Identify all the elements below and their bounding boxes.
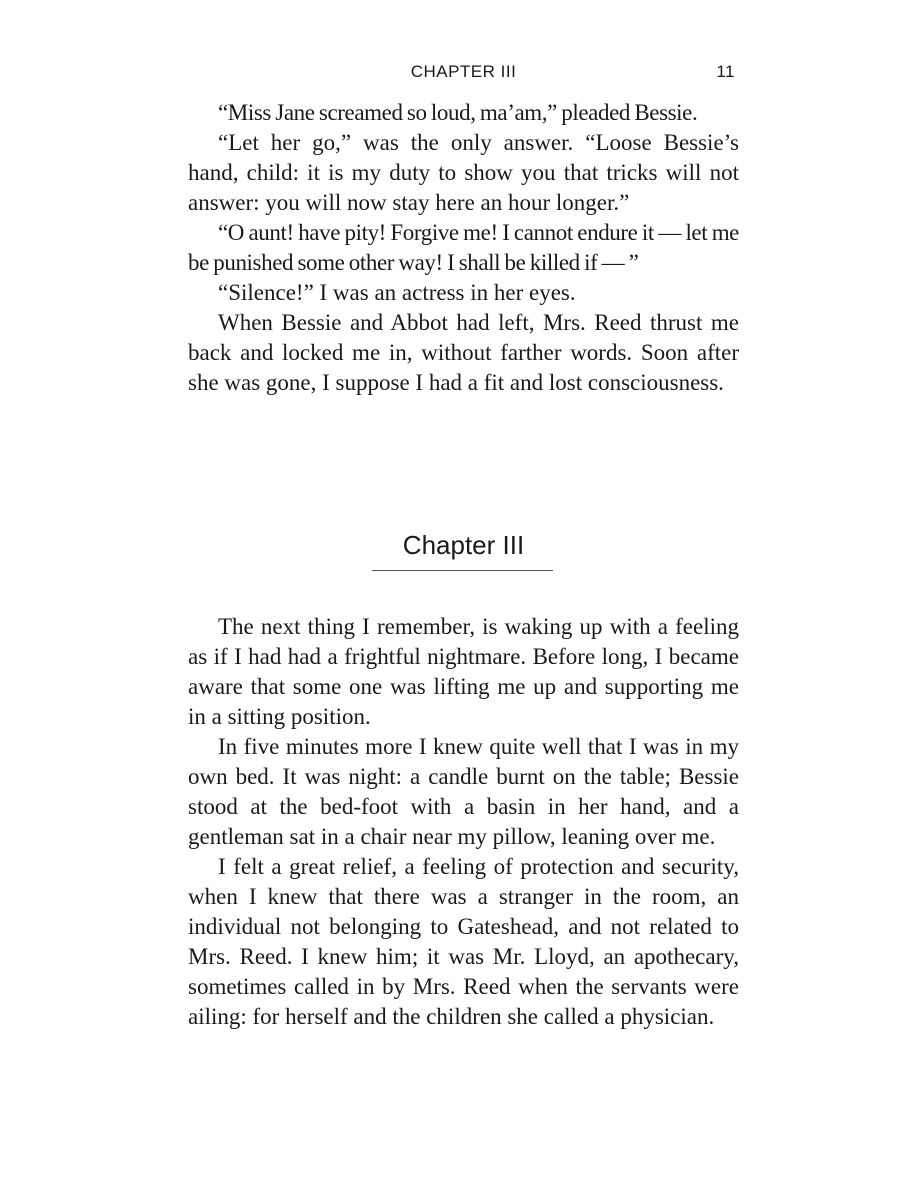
paragraph: “Miss Jane screamed so loud, ma’am,” pleaded Bessie.	[218, 100, 698, 125]
page-number: 11	[716, 62, 735, 81]
paragraph: “Let her go,” was the only answer. “Loose Bessie’s hand, child: it is my duty to show you that tricks will not answer: you will now stay here an hour longer.”	[188, 130, 739, 215]
paragraph: In five minutes more I knew quite well that I was in my own bed. It was night: a candle burnt on the table; Bessie stood at the bed-foot with a basin in her hand, and a gentleman sat in a chair near my pillow, leaning over me.	[188, 734, 739, 849]
running-head	[188, 62, 739, 88]
paragraph: The next thing I remember, is waking up with a feeling as if I had had a frightful nightmare. Before long, I became aware that some one was lifting me up and supporting me in a sitting position.	[188, 614, 739, 729]
chapter-heading: Chapter III	[402, 530, 525, 560]
paragraph: “O aunt! have pity! Forgive me! I cannot endure it — let me be punished some other way! I shall be killed if — ”	[188, 220, 739, 275]
paragraph: When Bessie and Abbot had left, Mrs. Reed thrust me back and locked me in, without farther words. Soon after she was gone, I suppose I had a fit and lost consciousness.	[188, 310, 739, 395]
heading-divider	[372, 570, 553, 571]
running-head-chapter: CHAPTER III	[410, 62, 517, 81]
previous-chapter-text	[188, 98, 739, 398]
paragraph: I felt a great relief, a feeling of protection and security, when I knew that there was a stranger in the room, an individual not belonging to Gateshead, and not related to Mrs. Reed. I knew him; it was Mr. Lloyd, an apothecary, sometimes called in by Mrs. Reed when the servants were ailing: for herself and the children she called a physician.	[188, 854, 739, 1029]
chapter-text	[188, 612, 739, 1032]
paragraph: “Silence!” I was an actress in her eyes.	[218, 280, 576, 305]
